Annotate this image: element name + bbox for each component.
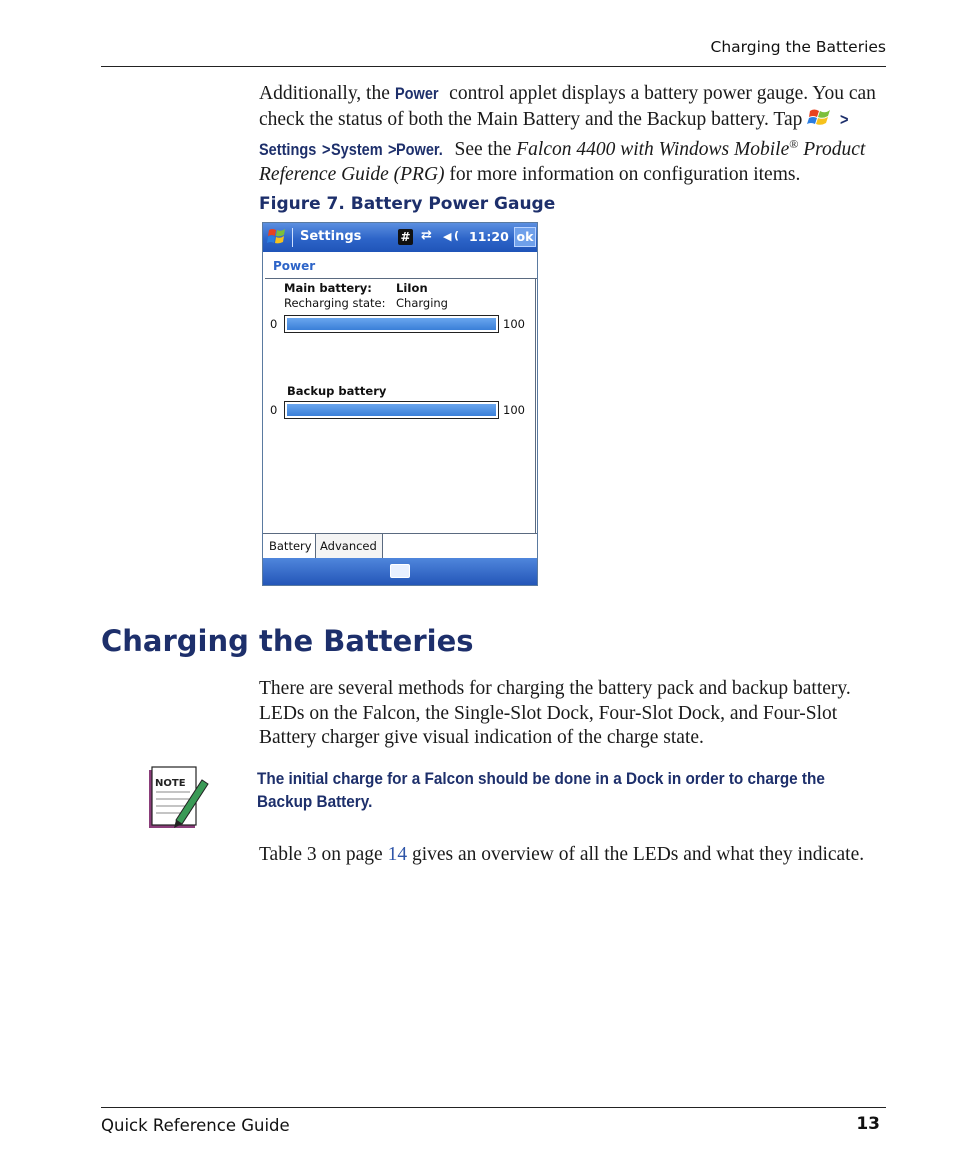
intro-text-2: control applet displays a battery power gauge. You can check the status of both the Main Battery and the Backup battery. Tap: [259, 83, 876, 130]
recharging-state-label: Recharging state:: [284, 296, 386, 310]
heading-divider: [265, 278, 537, 279]
ok-button[interactable]: ok: [514, 227, 536, 247]
speaker-icon: ◀: [443, 230, 452, 243]
input-method-icon: #: [398, 229, 413, 245]
main-battery-gauge-fill: [287, 318, 496, 330]
prg-reference: Falcon 4400 with Windows Mobile: [516, 139, 790, 160]
tab-advanced[interactable]: Advanced: [316, 534, 383, 559]
volume-waves-icon: (: [454, 229, 460, 242]
power-ui-term-2: Power.: [396, 141, 444, 159]
power-ui-term: Power: [394, 85, 439, 103]
connectivity-icon: ⇄: [421, 228, 432, 243]
note-icon: [146, 762, 214, 832]
section-title: Charging the Batteries: [101, 624, 474, 658]
gauge-min-label: 0: [270, 403, 278, 417]
gt-separator: >: [383, 141, 401, 159]
gt-separator: >: [840, 110, 849, 129]
note-label: NOTE: [155, 778, 186, 789]
gauge-min-label: 0: [270, 317, 278, 331]
para2-text-2: gives an overview of all the LEDs and what they indicate.: [407, 844, 865, 865]
windows-start-icon: [807, 107, 835, 129]
keyboard-icon[interactable]: [390, 564, 410, 578]
intro-paragraph: [259, 82, 887, 187]
battery-power-gauge-screenshot: [262, 222, 538, 586]
device-window-title: Settings: [300, 229, 362, 244]
intro-text-4: for more information on configuration items.: [444, 163, 801, 185]
gauge-max-label: 100: [503, 317, 525, 331]
settings-ui-term: Settings: [259, 141, 317, 159]
main-battery-label: Main battery:: [284, 281, 372, 295]
device-menu-bar: [263, 558, 537, 585]
running-header: Charging the Batteries: [710, 38, 886, 56]
content-border: [535, 279, 536, 533]
tab-battery[interactable]: Battery: [265, 534, 316, 559]
page-number: 13: [856, 1114, 880, 1134]
backup-battery-gauge-fill: [287, 404, 496, 416]
header-rule: [101, 66, 886, 67]
intro-text-3: See the: [449, 139, 517, 160]
note-text: The initial charge for a Falcon should be done in a Dock in order to charge the Backup Battery.: [257, 769, 825, 811]
prg-reference-2: Product Reference Guide (PRG): [259, 139, 866, 185]
table-reference-paragraph: [259, 843, 887, 868]
start-menu-icon: [267, 227, 289, 247]
main-battery-gauge: [284, 315, 499, 333]
gt-separator: >: [318, 141, 335, 159]
title-separator: [292, 228, 293, 247]
gauge-max-label: 100: [503, 403, 525, 417]
device-title-bar: [263, 223, 537, 252]
power-heading: Power: [273, 259, 316, 273]
registered-mark: ®: [789, 137, 799, 151]
recharging-state-value: Charging: [396, 296, 448, 310]
footer-rule: [101, 1107, 886, 1108]
main-battery-type: LiIon: [396, 281, 428, 295]
intro-text-1: Additionally, the: [259, 83, 395, 104]
backup-battery-gauge: [284, 401, 499, 419]
page-link[interactable]: 14: [387, 844, 408, 865]
charging-methods-paragraph: There are several methods for charging the battery pack and backup battery. LEDs on the Falcon, the Single-Slot Dock, Four-Slot Dock, and Four-Slot Battery charger give visual indication of the charge state.: [259, 678, 851, 748]
clock-time: 11:20: [469, 229, 509, 244]
para2-text-1: Table 3 on page: [259, 844, 388, 865]
figure-caption: Figure 7. Battery Power Gauge: [259, 194, 556, 214]
tab-bar: [263, 533, 537, 558]
system-ui-term: System: [330, 141, 383, 159]
footer-guide-name: Quick Reference Guide: [101, 1116, 290, 1135]
backup-battery-label: Backup battery: [287, 384, 387, 398]
